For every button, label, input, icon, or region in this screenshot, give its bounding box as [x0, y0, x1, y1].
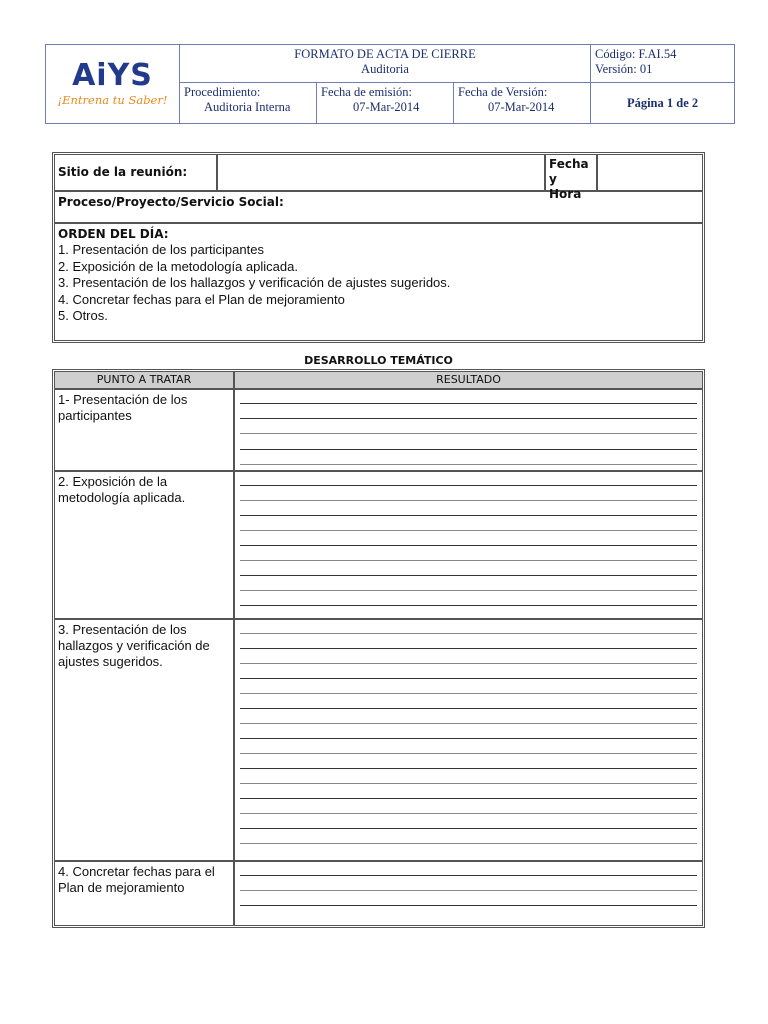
format-title-cell	[180, 45, 591, 83]
writing-line	[240, 560, 697, 561]
writing-line	[240, 500, 697, 501]
fecha-label: Fecha	[549, 157, 589, 171]
writing-line	[240, 875, 697, 876]
writing-line	[240, 590, 697, 591]
writing-line	[240, 545, 697, 546]
desarrollo-table	[52, 369, 705, 928]
writing-line	[240, 648, 697, 649]
meeting-info-box	[52, 152, 705, 343]
table-row	[55, 620, 702, 862]
writing-line	[240, 768, 697, 769]
punto-cell: 3. Presentación de los hallazgos y verificación de ajustes sugeridos.	[55, 620, 235, 860]
col-resultado-header: RESULTADO	[436, 373, 501, 386]
procedimiento-cell	[180, 83, 317, 124]
document-version: Versión: 01	[595, 62, 653, 76]
logo-mark: AiYS	[72, 58, 153, 93]
orden-title: ORDEN DEL DÍA:	[58, 227, 169, 241]
logo-tagline: ¡Entrena tu Saber!	[57, 93, 168, 107]
writing-line	[240, 449, 697, 450]
page-number: Página 1 de 2	[591, 83, 735, 124]
writing-line	[240, 738, 697, 739]
fecha-hora-field[interactable]	[598, 155, 702, 190]
writing-line	[240, 464, 697, 465]
writing-line	[240, 633, 697, 634]
writing-line	[240, 678, 697, 679]
sitio-label: Sitio de la reunión:	[55, 155, 218, 190]
fecha-emision-label: Fecha de emisión:	[321, 85, 412, 100]
document-code: Código: F.AI.54	[595, 47, 677, 61]
writing-line	[240, 418, 697, 419]
writing-line	[240, 723, 697, 724]
procedimiento-value: Auditoria Interna	[204, 100, 291, 115]
code-version-cell	[591, 45, 735, 83]
orden-item: 4. Concretar fechas para el Plan de mejoramiento	[58, 291, 345, 307]
desarrollo-header-row	[55, 372, 702, 390]
writing-line	[240, 798, 697, 799]
table-row	[55, 390, 702, 472]
table-row	[55, 862, 702, 925]
fecha-emision-cell	[317, 83, 454, 124]
orden-del-dia	[55, 224, 702, 340]
fecha-hora-label	[546, 155, 598, 201]
punto-cell: 1- Presentación de los participantes	[55, 390, 235, 470]
fecha-version-label: Fecha de Versión:	[458, 85, 548, 100]
sitio-field[interactable]	[218, 155, 546, 190]
writing-line	[240, 663, 697, 664]
writing-line	[240, 708, 697, 709]
writing-line	[240, 890, 697, 891]
writing-line	[240, 828, 697, 829]
writing-line	[240, 485, 697, 486]
writing-line	[240, 403, 697, 404]
punto-cell: 4. Concretar fechas para el Plan de mejoramiento	[55, 862, 235, 925]
orden-item: 5. Otros.	[58, 308, 108, 323]
proceso-row[interactable]	[55, 192, 702, 224]
resultado-cell[interactable]	[235, 472, 702, 618]
proceso-label: Proceso/Proyecto/Servicio Social:	[58, 195, 284, 209]
writing-line	[240, 783, 697, 784]
fecha-emision-value: 07-Mar-2014	[353, 100, 420, 115]
orden-item: 1. Presentación de los participantes	[58, 242, 264, 257]
document-header	[45, 44, 735, 124]
orden-item: 3. Presentación de los hallazgos y verificación de ajustes sugeridos.	[58, 275, 451, 290]
writing-line	[240, 515, 697, 516]
format-subtitle: Auditoria	[361, 62, 409, 76]
writing-line	[240, 753, 697, 754]
resultado-cell[interactable]	[235, 620, 702, 860]
fecha-version-value: 07-Mar-2014	[488, 100, 555, 115]
procedimiento-label: Procedimiento:	[184, 85, 261, 100]
resultado-cell[interactable]	[235, 390, 702, 470]
punto-cell: 2. Exposición de la metodología aplicada.	[55, 472, 235, 618]
format-title: FORMATO DE ACTA DE CIERRE	[294, 47, 476, 61]
table-row	[55, 472, 702, 620]
writing-line	[240, 530, 697, 531]
col-punto-header: PUNTO A TRATAR	[55, 372, 235, 388]
hora-label: y Hora	[549, 172, 582, 201]
orden-item: 2. Exposición de la metodología aplicada.	[58, 258, 298, 274]
resultado-cell[interactable]	[235, 862, 702, 925]
writing-line	[240, 693, 697, 694]
writing-line	[240, 575, 697, 576]
desarrollo-title: DESARROLLO TEMÁTICO	[304, 354, 453, 367]
writing-line	[240, 905, 697, 906]
fecha-version-cell	[454, 83, 591, 124]
writing-line	[240, 433, 697, 434]
writing-line	[240, 813, 697, 814]
logo	[46, 45, 180, 124]
writing-line	[240, 843, 697, 844]
meeting-site-row	[55, 155, 702, 201]
writing-line	[240, 605, 697, 606]
